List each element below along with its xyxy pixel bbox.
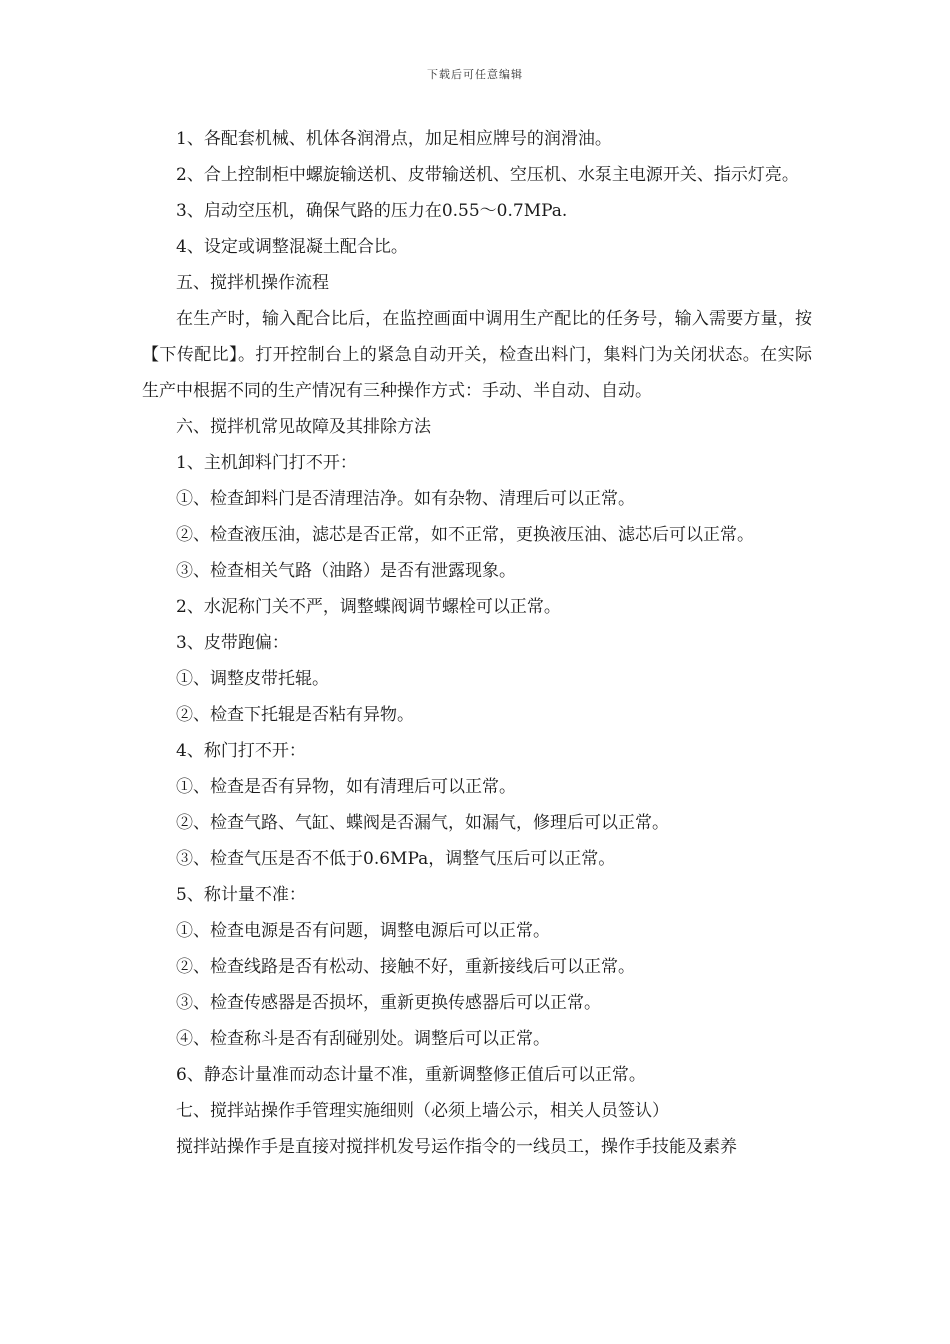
paragraph-21: ①、检查电源是否有问题，调整电源后可以正常。 [176, 921, 550, 941]
section-heading-6: 六、搅拌机常见故障及其排除方法 [176, 417, 431, 437]
paragraph-12: 2、水泥称门关不严，调整蝶阀调节螺栓可以正常。 [176, 597, 561, 617]
paragraph-23: ③、检查传感器是否损坏，重新更换传感器后可以正常。 [176, 993, 601, 1013]
paragraph-24: ④、检查称斗是否有刮碰别处。调整后可以正常。 [176, 1029, 550, 1049]
paragraph-15: ②、检查下托辊是否粘有异物。 [176, 705, 414, 725]
page-header: 下载后可任意编辑 [427, 68, 523, 81]
paragraph-19: ③、检查气压是否不低于0.6MPa，调整气压后可以正常。 [176, 849, 616, 869]
paragraph-20: 5、称计量不准： [176, 885, 306, 905]
paragraph-2: 2、合上控制柜中螺旋输送机、皮带输送机、空压机、水泵主电源开关、指示灯亮。 [176, 165, 799, 185]
section-heading-5: 五、搅拌机操作流程 [176, 273, 329, 293]
paragraph-10: ②、检查液压油，滤芯是否正常，如不正常，更换液压油、滤芯后可以正常。 [176, 525, 754, 545]
paragraph-13: 3、皮带跑偏： [176, 633, 289, 653]
paragraph-3: 3、启动空压机，确保气路的压力在0.55～0.7MPa. [176, 201, 568, 221]
document-body [142, 121, 812, 1165]
paragraph-18: ②、检查气路、气缸、蝶阀是否漏气，如漏气，修理后可以正常。 [176, 813, 669, 833]
paragraph-17: ①、检查是否有异物，如有清理后可以正常。 [176, 777, 516, 797]
paragraph-4: 4、设定或调整混凝土配合比。 [176, 237, 408, 257]
section-heading-7: 七、搅拌站操作手管理实施细则（必须上墙公示，相关人员签认） [176, 1101, 669, 1121]
paragraph-8: 1、主机卸料门打不开： [176, 453, 357, 473]
paragraph-6: 在生产时，输入配合比后，在监控画面中调用生产配比的任务号，输入需要方量，按【下传配比】。打开控制台上的紧急自动开关，检查出料门，集料门为关闭状态。在实际生产中根据不同的生产情况有三种操作方式：手动、半自动、自动。 [142, 309, 812, 401]
paragraph-1: 1、各配套机械、机体各润滑点，加足相应牌号的润滑油。 [176, 129, 612, 149]
paragraph-22: ②、检查线路是否有松动、接触不好，重新接线后可以正常。 [176, 957, 635, 977]
paragraph-11: ③、检查相关气路（油路）是否有泄露现象。 [176, 561, 516, 581]
paragraph-27: 搅拌站操作手是直接对搅拌机发号运作指令的一线员工，操作手技能及素养 [176, 1137, 737, 1157]
paragraph-25: 6、静态计量准而动态计量不准，重新调整修正值后可以正常。 [176, 1065, 646, 1085]
paragraph-14: ①、调整皮带托辊。 [176, 669, 329, 689]
paragraph-9: ①、检查卸料门是否清理洁净。如有杂物、清理后可以正常。 [176, 489, 635, 509]
paragraph-16: 4、称门打不开： [176, 741, 306, 761]
